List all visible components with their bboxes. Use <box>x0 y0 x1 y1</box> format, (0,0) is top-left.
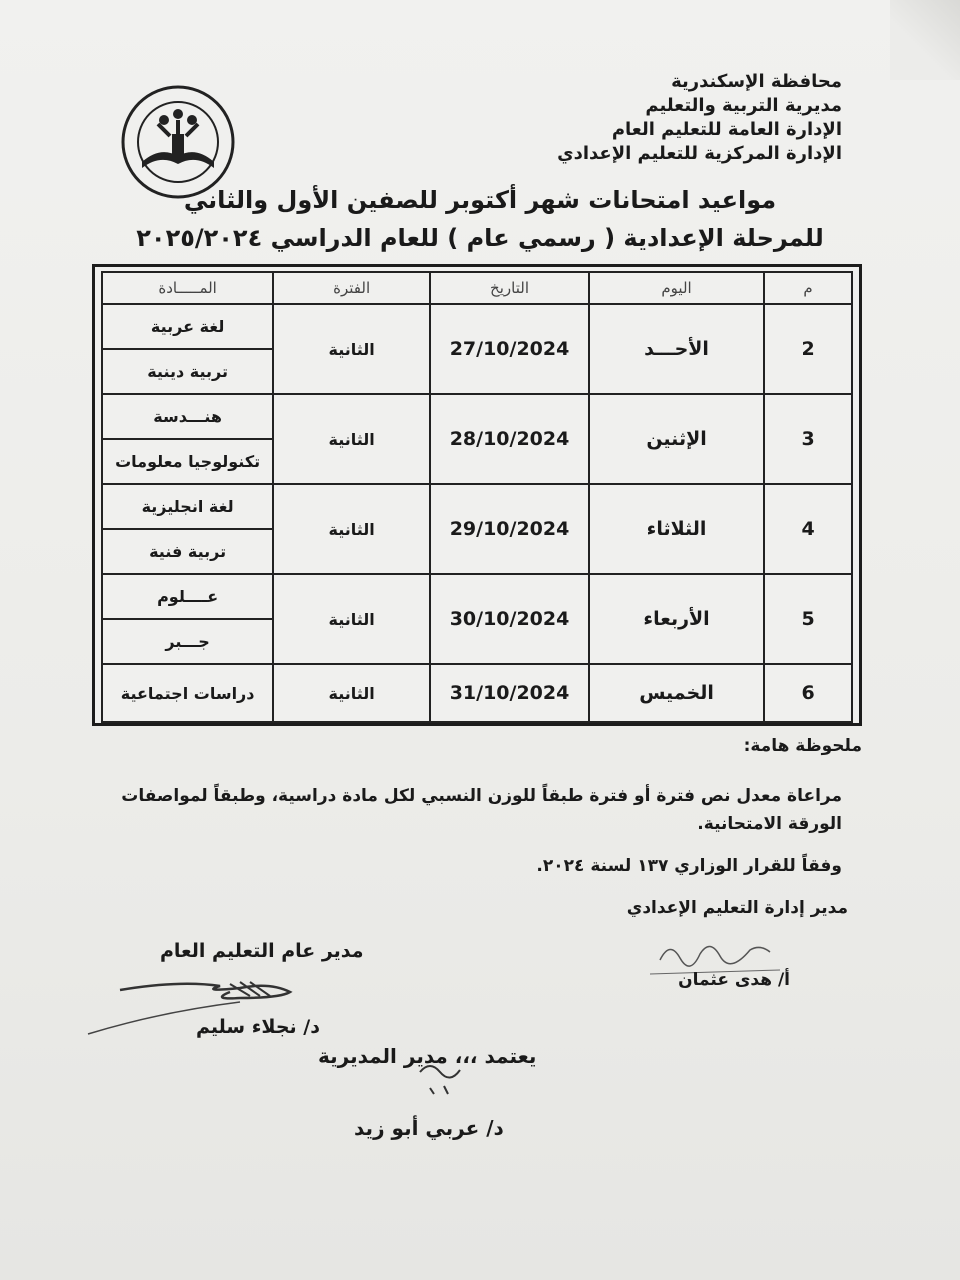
row-period: الثانية <box>273 484 430 574</box>
row-num: 2 <box>764 304 852 394</box>
row-date: 29/10/2024 <box>430 484 589 574</box>
page-title: مواعيد امتحانات شهر أكتوبر للصفين الأول والثاني <box>183 186 777 214</box>
row-subject: تكنولوجيا معلومات <box>102 439 273 484</box>
header-num: م <box>764 272 852 304</box>
row-period: الثانية <box>273 664 430 722</box>
header-line-general-admin: الإدارة العامة للتعليم العام <box>611 119 842 140</box>
row-day: الإثنين <box>589 394 764 484</box>
education-seal-icon <box>120 84 236 200</box>
row-num: 4 <box>764 484 852 574</box>
approval-line: يعتمد ،،، مدير المديرية <box>318 1044 537 1068</box>
exam-schedule-table <box>101 271 853 723</box>
paper-corner-fold <box>890 0 960 80</box>
prep-director-title: مدير إدارة التعليم الإعدادي <box>626 898 848 918</box>
row-day: الأحـــد <box>589 304 764 394</box>
header-line-governorate: محافظة الإسكندرية <box>671 71 842 92</box>
exam-schedule-table-frame <box>92 264 862 726</box>
decree-reference: وفقاً للقرار الوزاري ١٣٧ لسنة ٢٠٢٤. <box>536 856 842 876</box>
directorate-head-signature-icon <box>400 1058 490 1098</box>
table-row <box>102 664 852 722</box>
row-day: الخميس <box>589 664 764 722</box>
row-date: 31/10/2024 <box>430 664 589 722</box>
general-director-title: مدير عام التعليم العام <box>160 940 364 962</box>
row-period: الثانية <box>273 304 430 394</box>
note-body: مراعاة معدل نص فترة أو فترة طبقاً للوزن النسبي لكل مادة دراسية، وطبقاً لمواصفات الورقة الامتحانية. <box>121 786 842 834</box>
row-num: 3 <box>764 394 852 484</box>
row-subject: تربية دينية <box>102 349 273 394</box>
header-line-directorate: مديرية التربية والتعليم <box>645 95 842 116</box>
row-subject: هنـــدسة <box>102 394 273 439</box>
row-date: 27/10/2024 <box>430 304 589 394</box>
directorate-head-name: د/ عربي أبو زيد <box>354 1116 504 1140</box>
row-subject: لغة انجليزية <box>102 484 273 529</box>
page-subtitle: للمرحلة الإعدادية ( رسمي عام ) للعام الدراسي ٢٠٢٥/٢٠٢٤ <box>136 224 824 252</box>
table-row <box>102 304 852 349</box>
header-period: الفترة <box>273 272 430 304</box>
row-date: 30/10/2024 <box>430 574 589 664</box>
general-director-name: د/ نجلاء سليم <box>196 1016 320 1038</box>
table-header-row <box>102 272 852 304</box>
header-date: التاريخ <box>430 272 589 304</box>
row-num: 6 <box>764 664 852 722</box>
row-subject: دراسات اجتماعية <box>102 664 273 722</box>
header-day: اليوم <box>589 272 764 304</box>
row-subject: جـــبر <box>102 619 273 664</box>
row-num: 5 <box>764 574 852 664</box>
table-row <box>102 484 852 529</box>
table-row <box>102 394 852 439</box>
note-title: ملحوظة هامة: <box>743 736 862 756</box>
row-subject: تربية فنية <box>102 529 273 574</box>
row-date: 28/10/2024 <box>430 394 589 484</box>
row-subject: عــــلوم <box>102 574 273 619</box>
header-subject: المـــــادة <box>102 272 273 304</box>
table-row <box>102 574 852 619</box>
header-line-central-admin: الإدارة المركزية للتعليم الإعدادي <box>557 143 842 164</box>
row-period: الثانية <box>273 394 430 484</box>
row-day: الأربعاء <box>589 574 764 664</box>
header-lines <box>402 70 842 166</box>
row-day: الثلاثاء <box>589 484 764 574</box>
row-period: الثانية <box>273 574 430 664</box>
row-subject: لغة عربية <box>102 304 273 349</box>
prep-director-name: أ/ هدى عثمان <box>678 970 790 990</box>
